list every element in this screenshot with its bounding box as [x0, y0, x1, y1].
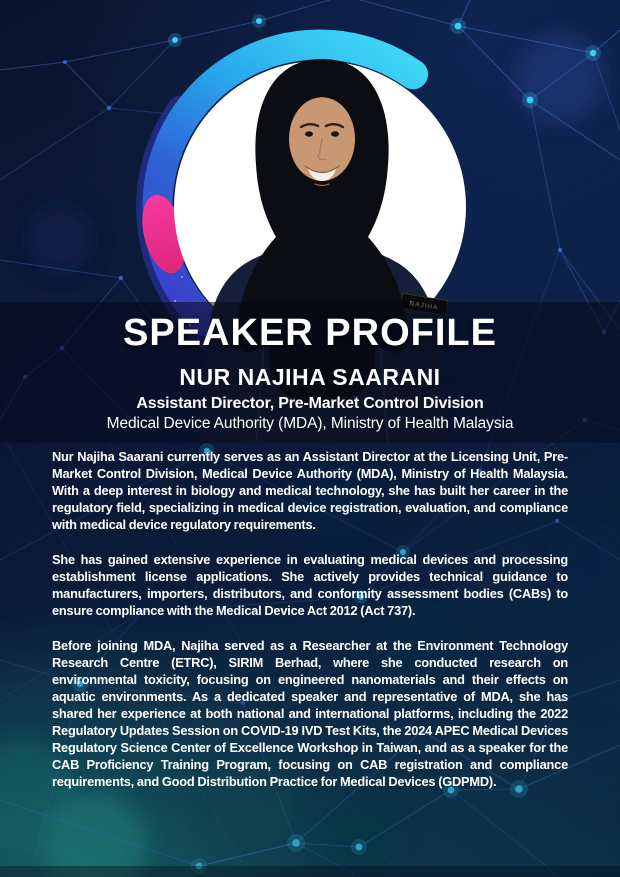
- page-title: SPEAKER PROFILE: [123, 312, 497, 354]
- bio-paragraph-2: She has gained extensive experience in evaluating medical devices and processing establishment license applications. She actively provides technical guidance to manufacturers, importers, distributors, and conformity assessment bodies (CABs) to ensure compliance with the Medical Device Act 2012 (Act 737).: [52, 552, 568, 618]
- speaker-organization: Medical Device Authority (MDA), Ministry of Health Malaysia: [106, 415, 514, 432]
- bio-paragraph-1: Nur Najiha Saarani currently serves as an Assistant Director at the Licensing Unit, Pre-Market Control Division, Medical Device Authority (MDA), Ministry of Health Malaysia. With a deep interest in biology and medical technology, she has built her career in the regulatory field, specializing in medical device registration, evaluation, and compliance with medical device regulatory requirements.: [52, 449, 568, 532]
- speaker-biography: [52, 448, 568, 808]
- bottom-edge-band: [0, 866, 620, 877]
- speaker-role: Assistant Director, Pre-Market Control Division: [136, 395, 484, 412]
- bio-paragraph-3: Before joining MDA, Najiha served as a Researcher at the Environment Technology Research Centre (ETRC), SIRIM Berhad, where she conducted research on environmental toxicity, focusing on engineered nanomaterials and their effects on aquatic environments. As a dedicated speaker and representative of MDA, she has shared her experience at both national and international platforms, including the 2022 Regulatory Updates Session on COVID-19 IVD Test Kits, the 2024 APEC Medical Devices Regulatory Science Center of Excellence Workshop in Taiwan, and as a speaker for the CAB Proficiency Training Program, focusing on CAB registration and compliance requirements, and Good Distribution Practice for Medical Devices (GDPMD).: [52, 638, 568, 789]
- speaker-name: NUR NAJIHA SAARANI: [179, 364, 441, 390]
